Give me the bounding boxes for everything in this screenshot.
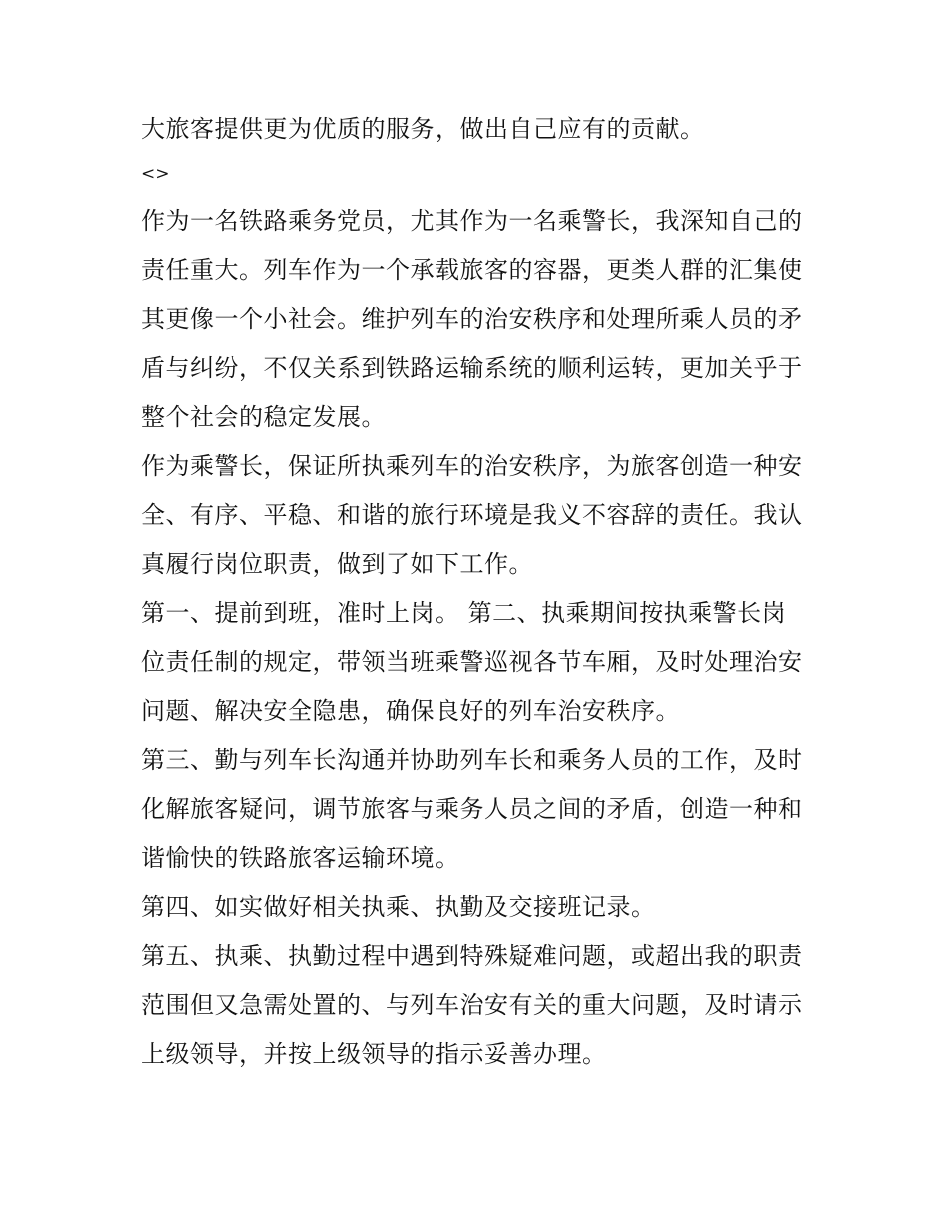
text-line: 真履行岗位职责，做到了如下工作。 bbox=[141, 550, 533, 578]
text-line: 第一、提前到班，准时上岗。 第二、执乘期间按执乘警长岗 bbox=[141, 599, 787, 627]
text-line: 全、有序、平稳、和谐的旅行环境是我义不容辞的责任。我认 bbox=[141, 501, 803, 529]
text-line: 位责任制的规定，带领当班乘警巡视各节车厢，及时处理治安 bbox=[141, 648, 803, 676]
text-line: 其更像一个小社会。维护列车的治安秩序和处理所乘人员的矛 bbox=[141, 305, 803, 333]
text-line: 作为乘警长，保证所执乘列车的治安秩序，为旅客创造一种安 bbox=[141, 452, 803, 480]
section-marker: <> bbox=[141, 164, 170, 184]
text-line: 大旅客提供更为优质的服务，做出自己应有的贡献。 bbox=[141, 115, 705, 143]
text-line: 责任重大。列车作为一个承载旅客的容器，更类人群的汇集使 bbox=[141, 256, 803, 284]
text-line: 盾与纠纷，不仅关系到铁路运输系统的顺利运转，更加关乎于 bbox=[141, 354, 803, 382]
text-line: 上级领导，并按上级领导的指示妥善办理。 bbox=[141, 1040, 607, 1068]
text-line: 第五、执乘、执勤过程中遇到特殊疑难问题，或超出我的职责 bbox=[141, 942, 803, 970]
text-line: 化解旅客疑问，调节旅客与乘务人员之间的矛盾，创造一种和 bbox=[141, 795, 803, 823]
text-line: 第四、如实做好相关执乘、执勤及交接班记录。 bbox=[141, 893, 656, 921]
text-line: 谐愉快的铁路旅客运输环境。 bbox=[141, 844, 460, 872]
text-line: 范围但又急需处置的、与列车治安有关的重大问题，及时请示 bbox=[141, 991, 803, 1019]
text-line: 问题、解决安全隐患，确保良好的列车治安秩序。 bbox=[141, 697, 680, 725]
text-line: 第三、勤与列车长沟通并协助列车长和乘务人员的工作，及时 bbox=[141, 746, 803, 774]
text-line: 整个社会的稳定发展。 bbox=[141, 403, 386, 431]
text-line: 作为一名铁路乘务党员，尤其作为一名乘警长，我深知自己的 bbox=[141, 207, 803, 235]
